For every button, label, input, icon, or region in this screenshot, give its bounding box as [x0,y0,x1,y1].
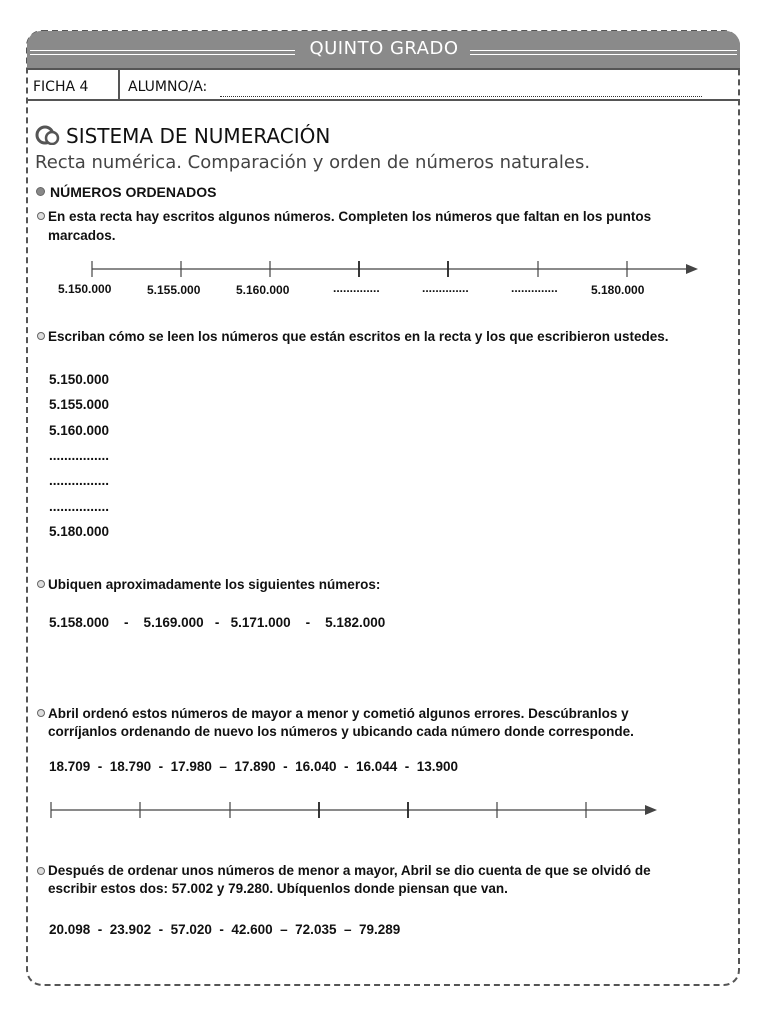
reading-item: 5.180.000 [49,524,110,539]
nl1-label: 5.155.000 [147,283,201,297]
q2-text: Escriban cómo se leen los números que están escritos en la recta y los que escribieron ustedes. [48,329,669,344]
heading-bullet-icon [36,187,45,196]
reading-item: 5.150.000 [49,372,110,387]
q1-text-line1: En esta recta hay escritos algunos números. Completen los números que faltan en los puntos [48,209,652,224]
q1-bullet-icon [37,212,45,220]
reading-item-blank[interactable]: ................ [49,473,110,488]
nl1-blank[interactable]: .............. [333,281,380,295]
student-label: ALUMNO/A: [128,79,208,95]
q1-text-line2: marcados. [48,228,116,243]
grade-title: QUINTO GRADO [309,38,459,59]
q4-text-line2: corríjanlos ordenando de nuevo los números y ubicando cada número donde corresponde. [48,724,634,739]
reading-item: 5.160.000 [49,423,110,438]
reading-item: 5.155.000 [49,397,110,412]
q5-bullet-icon [37,867,45,875]
student-name-line[interactable] [220,96,702,97]
section-title: SISTEMA DE NUMERACIÓN [66,124,331,148]
nl1-blank[interactable]: .............. [511,281,558,295]
section-subtitle: Recta numérica. Comparación y orden de números naturales. [35,152,591,173]
q5-text-line2: escribir estos dos: 57.002 y 79.280. Ubíquenlos donde piensan que van. [48,881,508,896]
info-separator [118,68,120,101]
number-line-2 [0,796,768,826]
nl1-label: 5.180.000 [591,283,645,297]
number-line-1 [0,255,768,285]
nl1-blank[interactable]: .............. [422,281,469,295]
q3-text: Ubiquen aproximadamente los siguientes números: [48,577,381,592]
nl1-label: 5.150.000 [58,282,112,296]
reading-item-blank[interactable]: ................ [49,448,110,463]
worksheet-frame [26,30,740,986]
q4-numbers: 18.709 - 18.790 - 17.980 – 17.890 - 16.040 - 16.044 - 13.900 [49,759,459,774]
q4-text-line1: Abril ordenó estos números de mayor a menor y cometió algunos errores. Descúbranlos y [48,706,629,721]
section-icon [35,125,61,145]
q3-numbers: 5.158.000 - 5.169.000 - 5.171.000 - 5.182.000 [49,615,386,630]
q5-text-line1: Después de ordenar unos números de menor a mayor, Abril se dio cuenta de que se olvidó de [48,863,651,878]
nl1-label: 5.160.000 [236,283,290,297]
worksheet-number: FICHA 4 [33,79,89,95]
q2-bullet-icon [37,332,45,340]
reading-item-blank[interactable]: ................ [49,499,110,514]
q5-numbers: 20.098 - 23.902 - 57.020 - 42.600 – 72.035 – 79.289 [49,922,401,937]
q3-bullet-icon [37,580,45,588]
q4-bullet-icon [37,709,45,717]
subsection-heading: NÚMEROS ORDENADOS [50,184,217,200]
